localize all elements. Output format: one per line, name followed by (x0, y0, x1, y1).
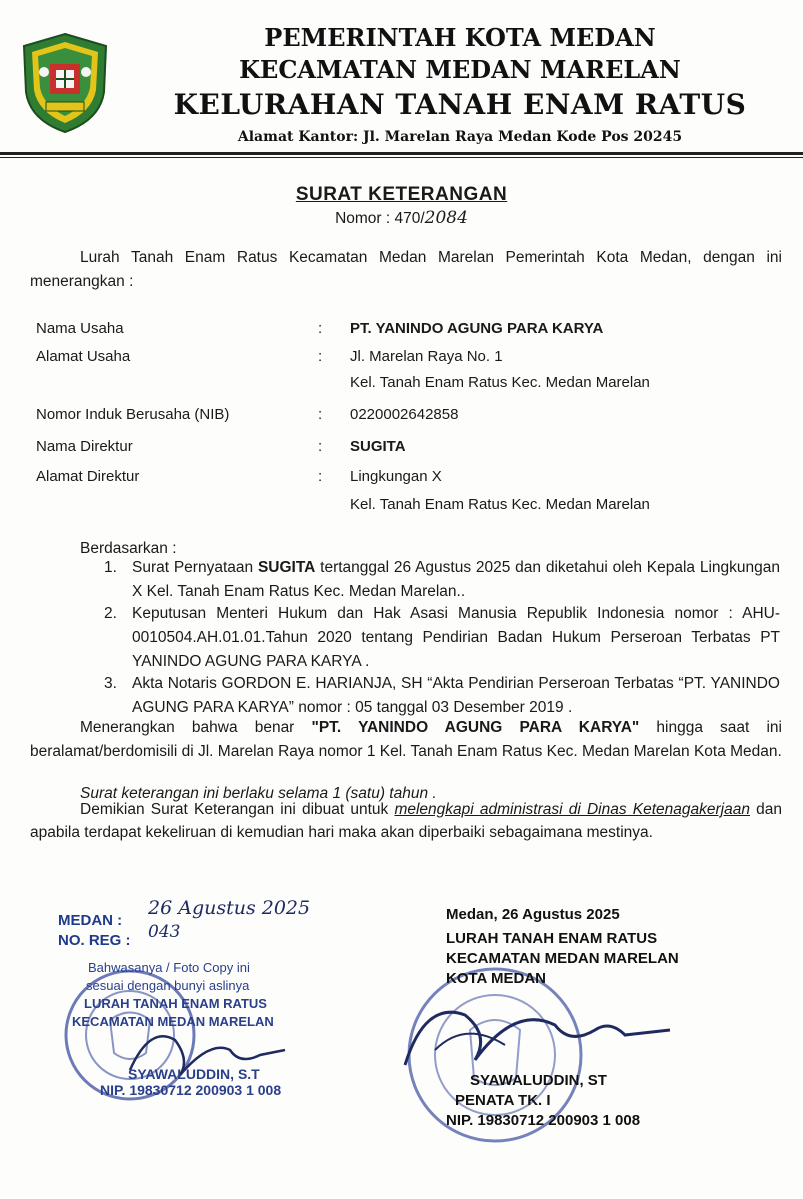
sign-title-2: KECAMATAN MEDAN MARELAN (446, 950, 679, 967)
letter-title: SURAT KETERANGAN (295, 184, 508, 205)
sign-title-1: LURAH TANAH ENAM RATUS (446, 930, 658, 947)
letterhead-line3: KELURAHAN TANAH ENAM RATUS (173, 88, 747, 121)
legalisir-medan-label: MEDAN : (58, 912, 123, 929)
list-number: 1. (104, 559, 117, 576)
letterhead-address: Alamat Kantor: Jl. Marelan Raya Medan Kode Pos 20245 (237, 129, 683, 145)
sign-nip: NIP. 19830712 200903 1 008 (446, 1112, 641, 1129)
legalisir-handwritten-reg: 043 (148, 922, 181, 942)
field-nib (36, 406, 776, 430)
legalisir-nip: NIP. 19830712 200903 1 008 (100, 1082, 282, 1098)
field-value: PT. YANINDO AGUNG PARA KARYA (350, 320, 604, 337)
letterhead-line2: KECAMATAN MEDAN MARELAN (239, 55, 681, 84)
legalisir-line2: sesuai dengan bunyi aslinya (86, 978, 250, 993)
legalisir-line3: LURAH TANAH ENAM RATUS (84, 996, 267, 1011)
field-alamat-direktur (36, 468, 776, 492)
field-colon: : (318, 468, 323, 485)
field-value-2: Kel. Tanah Enam Ratus Kec. Medan Marelan (350, 496, 650, 513)
field-alamat-usaha (36, 348, 776, 372)
sign-title-3: KOTA MEDAN (446, 970, 546, 987)
field-colon: : (318, 406, 323, 423)
field-nama-usaha (36, 320, 776, 344)
sign-name: SYAWALUDDIN, ST (470, 1072, 607, 1089)
field-label: Alamat Direktur (36, 468, 140, 485)
list-item (104, 672, 780, 720)
letter-number-handwritten: 2084 (424, 208, 468, 228)
demikian-paragraph: Demikian Surat Keterangan ini dibuat untuk melengkapi administrasi di Dinas Ketenagakerjaan dan apabila terdapat kekeliruan di kemudian hari maka akan diperbaiki sebagaimana mestinya. (30, 801, 783, 841)
list-text: Akta Notaris GORDON E. HARIANJA, SH “Akta Pendirian Perseroan Terbatas “PT. YANINDO AGUNG PARA KARYA” nomor : 05 tanggal 03 Desember 2019 . (132, 675, 780, 716)
kota-medan-logo (20, 32, 110, 134)
list-item (104, 556, 780, 604)
letterhead-line1: PEMERINTAH KOTA MEDAN (264, 23, 656, 52)
field-value: SUGITA (350, 438, 406, 455)
list-number: 3. (104, 675, 117, 692)
menerangkan-paragraph: Menerangkan bahwa benar "PT. YANINDO AGUNG PARA KARYA" hingga saat ini beralamat/berdomisili di Jl. Marelan Raya nomor 1 Kel. Tanah Enam Ratus Kec. Medan Marelan Kota Medan. (30, 719, 782, 760)
field-label: Nama Usaha (36, 320, 124, 337)
list-number: 2. (104, 605, 117, 622)
field-value: Lingkungan X (350, 468, 442, 485)
field-colon: : (318, 438, 323, 455)
legalisir-handwritten-date: 26 Agustus 2025 (148, 897, 311, 919)
legalisir-line4: KECAMATAN MEDAN MARELAN (72, 1014, 274, 1029)
berlaku-paragraph: Surat keterangan ini berlaku selama 1 (satu) tahun . (80, 785, 437, 802)
sign-place-date: Medan, 26 Agustus 2025 (446, 906, 620, 923)
letterhead (130, 22, 790, 148)
legalisir-line1: Bahwasanya / Foto Copy ini (88, 960, 250, 975)
field-colon: : (318, 348, 323, 365)
list-text: Surat Pernyataan SUGITA tertanggal 26 Agustus 2025 dan diketahui oleh Kepala Lingkungan X Kel. Tanah Enam Ratus Kec. Medan Marelan.. (132, 559, 780, 600)
list-item (104, 602, 780, 674)
field-value-2: Kel. Tanah Enam Ratus Kec. Medan Marelan (350, 374, 650, 391)
berdasarkan-heading: Berdasarkan : (80, 540, 177, 557)
header-rule-thin (0, 157, 803, 158)
legalisir-noreg-label: NO. REG : (58, 932, 131, 949)
header-rule-thick (0, 152, 803, 155)
intro-paragraph: Lurah Tanah Enam Ratus Kecamatan Medan Marelan Pemerintah Kota Medan, dengan ini menerangkan : (30, 249, 782, 290)
field-alamat-usaha-line2 (36, 374, 776, 398)
field-value: Jl. Marelan Raya No. 1 (350, 348, 503, 365)
field-colon: : (318, 320, 323, 337)
sign-rank: PENATA TK. I (455, 1092, 551, 1109)
list-text: Keputusan Menteri Hukum dan Hak Asasi Manusia Republik Indonesia nomor : AHU-0010504.AH.01.01.Tahun 2020 tentang Pendirian Badan Hukum Perseroan Terbatas PT YANINDO AGUNG PARA KARYA . (132, 605, 780, 670)
field-label: Nama Direktur (36, 438, 133, 455)
director-signature (395, 990, 675, 1080)
field-label: Nomor Induk Berusaha (NIB) (36, 406, 230, 423)
field-alamat-direktur-line2 (36, 496, 776, 520)
legalisir-name: SYAWALUDDIN, S.T (128, 1066, 260, 1082)
field-nama-direktur (36, 438, 776, 462)
field-label: Alamat Usaha (36, 348, 131, 365)
letter-number (0, 208, 803, 228)
field-value: 0220002642858 (350, 406, 459, 423)
letter-number-label: Nomor : 470/ (335, 210, 425, 227)
